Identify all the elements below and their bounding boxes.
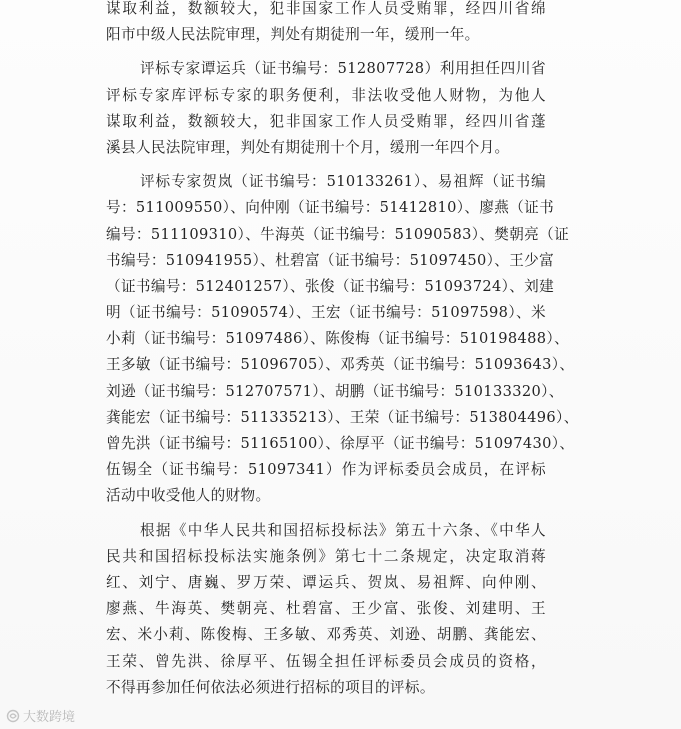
document-body — [106, 0, 579, 701]
text-line: （证书编号：512401257）、张俊（证书编号：51093724）、刘建 — [106, 277, 555, 295]
text-line: 评标专家谭运兵（证书编号：512807728）利用担任四川省 — [140, 60, 546, 78]
text-line: 王多敏（证书编号：51096705）、邓秀英（证书编号：51093643）、 — [106, 356, 575, 374]
watermark-text: 大数跨境 — [23, 710, 76, 725]
text-line: 评标专家贺岚（证书编号：510133261）、易祖辉（证书编 — [140, 173, 546, 191]
text-line: 不得再参加任何依法必须进行招标的项目的评标。 — [106, 678, 435, 696]
text-line: 阳市中级人民法院审理，判处有期徒刑一年，缓刑一年。 — [106, 26, 480, 44]
text-line: 王荣、曾先洪、徐厚平、伍锡全担任评标委员会成员的资格， — [106, 652, 546, 670]
watermark — [6, 706, 75, 725]
text-line: 龚能宏（证书编号：511335213）、王荣（证书编号：513804496）、 — [106, 408, 579, 426]
text-line: 谋取利益，数额较大，犯非国家工作人员受贿罪，经四川省绵 — [106, 0, 546, 17]
text-line: 红、刘宁、唐巍、罗万荣、谭运兵、贺岚、易祖辉、向仲刚、 — [106, 573, 546, 591]
text-line: 根据《中华人民共和国招标投标法》第五十六条、《中华人 — [140, 521, 546, 539]
paragraph-gap — [106, 48, 546, 56]
text-line: 廖燕、牛海英、樊朝亮、杜碧富、王少富、张俊、刘建明、王 — [106, 600, 546, 618]
text-line: 曾先洪（证书编号：51165100）、徐厚平（证书编号：51097430）、 — [106, 435, 575, 452]
paragraph — [106, 0, 546, 48]
text-line: 书编号：510941955）、杜碧富（证书编号：51097450）、王少富 — [106, 251, 555, 269]
text-line: 谋取利益，数额较大，犯非国家工作人员受贿罪，经四川省蓬 — [106, 112, 546, 130]
text-line: 编号：511109310）、牛海英（证书编号：51090583）、樊朝亮（证 — [106, 225, 570, 243]
paragraph — [106, 56, 546, 161]
text-line: 伍锡全（证书编号：51097341）作为评标委员会成员，在评标 — [106, 461, 546, 479]
text-line: 溪县人民法院审理，判处有期徒刑十个月，缓刑一年四个月。 — [106, 138, 510, 156]
text-line: 评标专家库评标专家的职务便利，非法收受他人财物，为他人 — [106, 86, 546, 104]
text-line: 宏、米小莉、陈俊梅、王多敏、邓秀英、刘逊、胡鹏、龚能宏、 — [106, 626, 546, 644]
text-line: 明（证书编号：51090574）、王宏（证书编号：51097598）、米 — [106, 304, 546, 322]
paragraph-gap — [106, 161, 546, 169]
paragraph — [106, 169, 579, 509]
paragraph — [106, 518, 546, 701]
text-line: 号：511009550）、向仲刚（证书编号：51412810）、廖燕（证书 — [106, 199, 555, 217]
text-line: 民共和国招标投标法实施条例》第七十二条规定，决定取消蒋 — [106, 547, 546, 565]
text-line: 活动中收受他人的财物。 — [106, 487, 271, 505]
text-line: 小莉（证书编号：51097486）、陈俊梅（证书编号：510198488）、 — [106, 330, 570, 348]
text-line: 刘逊（证书编号：512707571）、胡鹏（证书编号：510133320）、 — [106, 382, 564, 400]
paragraph-gap — [106, 510, 546, 518]
brand-logo-icon — [6, 709, 20, 723]
